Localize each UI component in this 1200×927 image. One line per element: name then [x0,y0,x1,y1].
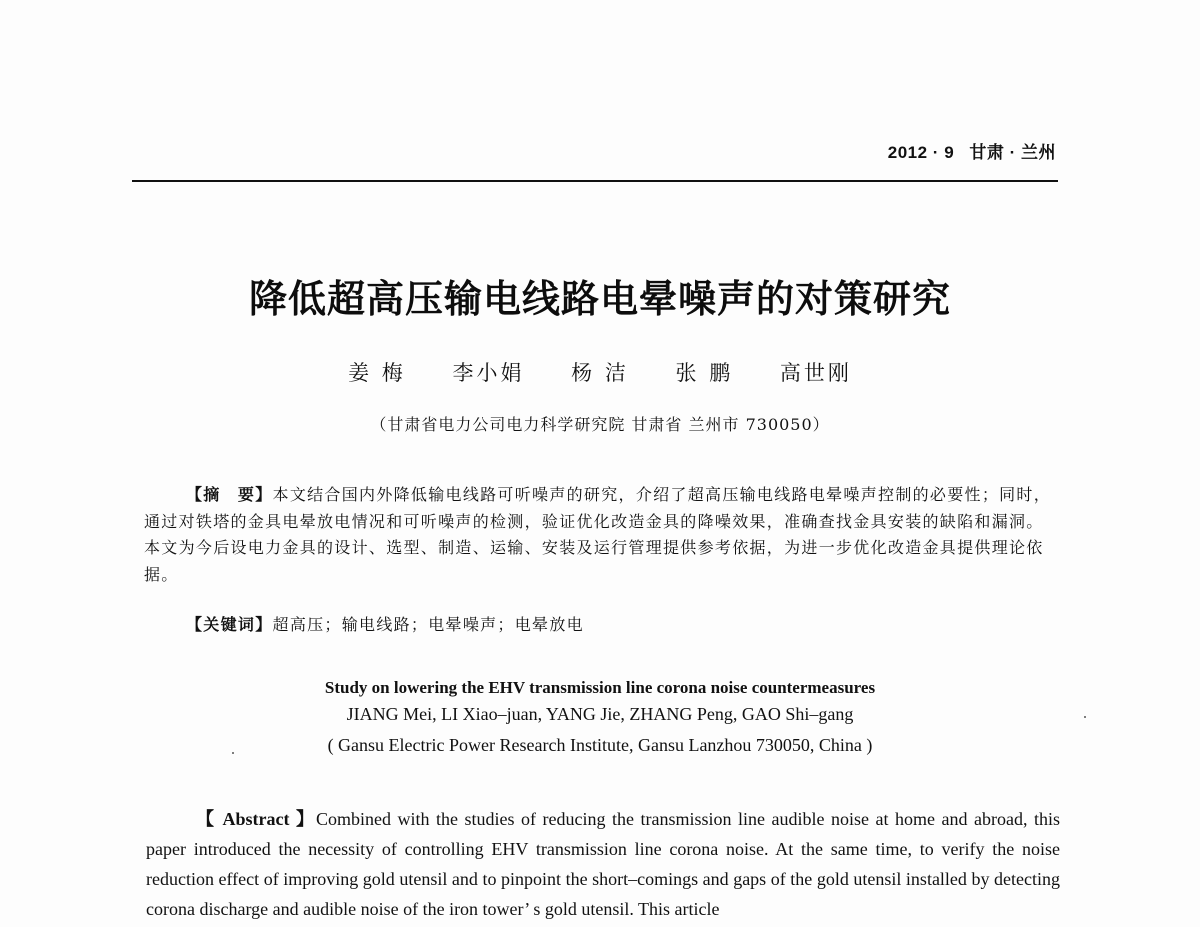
chinese-abstract [144,482,1060,588]
issue-date: 2012 · 9 [887,143,955,162]
conference-place: 甘肃 · 兰州 [969,143,1056,162]
scan-speck [1084,716,1086,718]
english-authors: JIANG Mei, LI Xiao–juan, YANG Jie, ZHANG Peng, GAO Shi–gang [346,704,854,724]
author: 李小娟 [452,361,525,385]
keywords-label: 【关键词】 [186,615,273,634]
running-header [878,138,1056,163]
english-abstract-label: 【 Abstract 】 [196,809,317,829]
keywords-text: 超高压；输电线路；电晕噪声；电晕放电 [272,615,584,634]
author-list [0,357,1200,387]
author: 高世刚 [779,361,852,385]
english-title: Study on lowering the EHV transmission line corona noise countermeasures [324,678,876,697]
english-abstract [146,804,1060,924]
author: 姜 梅 [348,361,406,385]
header-rule [132,180,1058,182]
english-abstract-text: Combined with the studies of reducing the transmission line audible noise at home and abroad, this paper introduced the necessity of controlling EHV transmission line corona noise. At the same time, to verify the noise reduction effect of improving gold utensil and to pinpoint the short–comings and gaps of the gold utensil installed by detecting corona discharge and audible noise of the iron tower’ s gold utensil. This article [146,809,1060,919]
author: 张 鹏 [675,361,734,385]
abstract-label: 【摘 要】 [186,485,273,504]
scan-speck [232,752,234,754]
abstract-text: 本文结合国内外降低输电线路可听噪声的研究，介绍了超高压输电线路电晕噪声控制的必要性；同时，通过对铁塔的金具电晕放电情况和可听噪声的检测，验证优化改造金具的降噪效果，准确查找金具安装的缺陷和漏洞。本文为今后设电力金具的设计、选型、制造、运输、安装及运行管理提供参考依据，为进一步优化改造金具提供理论依据。 [144,485,1052,584]
author: 杨 洁 [571,361,629,385]
chinese-keywords [186,612,584,635]
affiliation: （甘肃省电力公司电力科学研究院 甘肃省 兰州市 730050） [370,415,830,434]
paper-title: 降低超高压输电线路电晕噪声的对策研究 [248,276,951,321]
english-affiliation: ( Gansu Electric Power Research Institute, Gansu Lanzhou 730050, China ) [327,735,873,755]
